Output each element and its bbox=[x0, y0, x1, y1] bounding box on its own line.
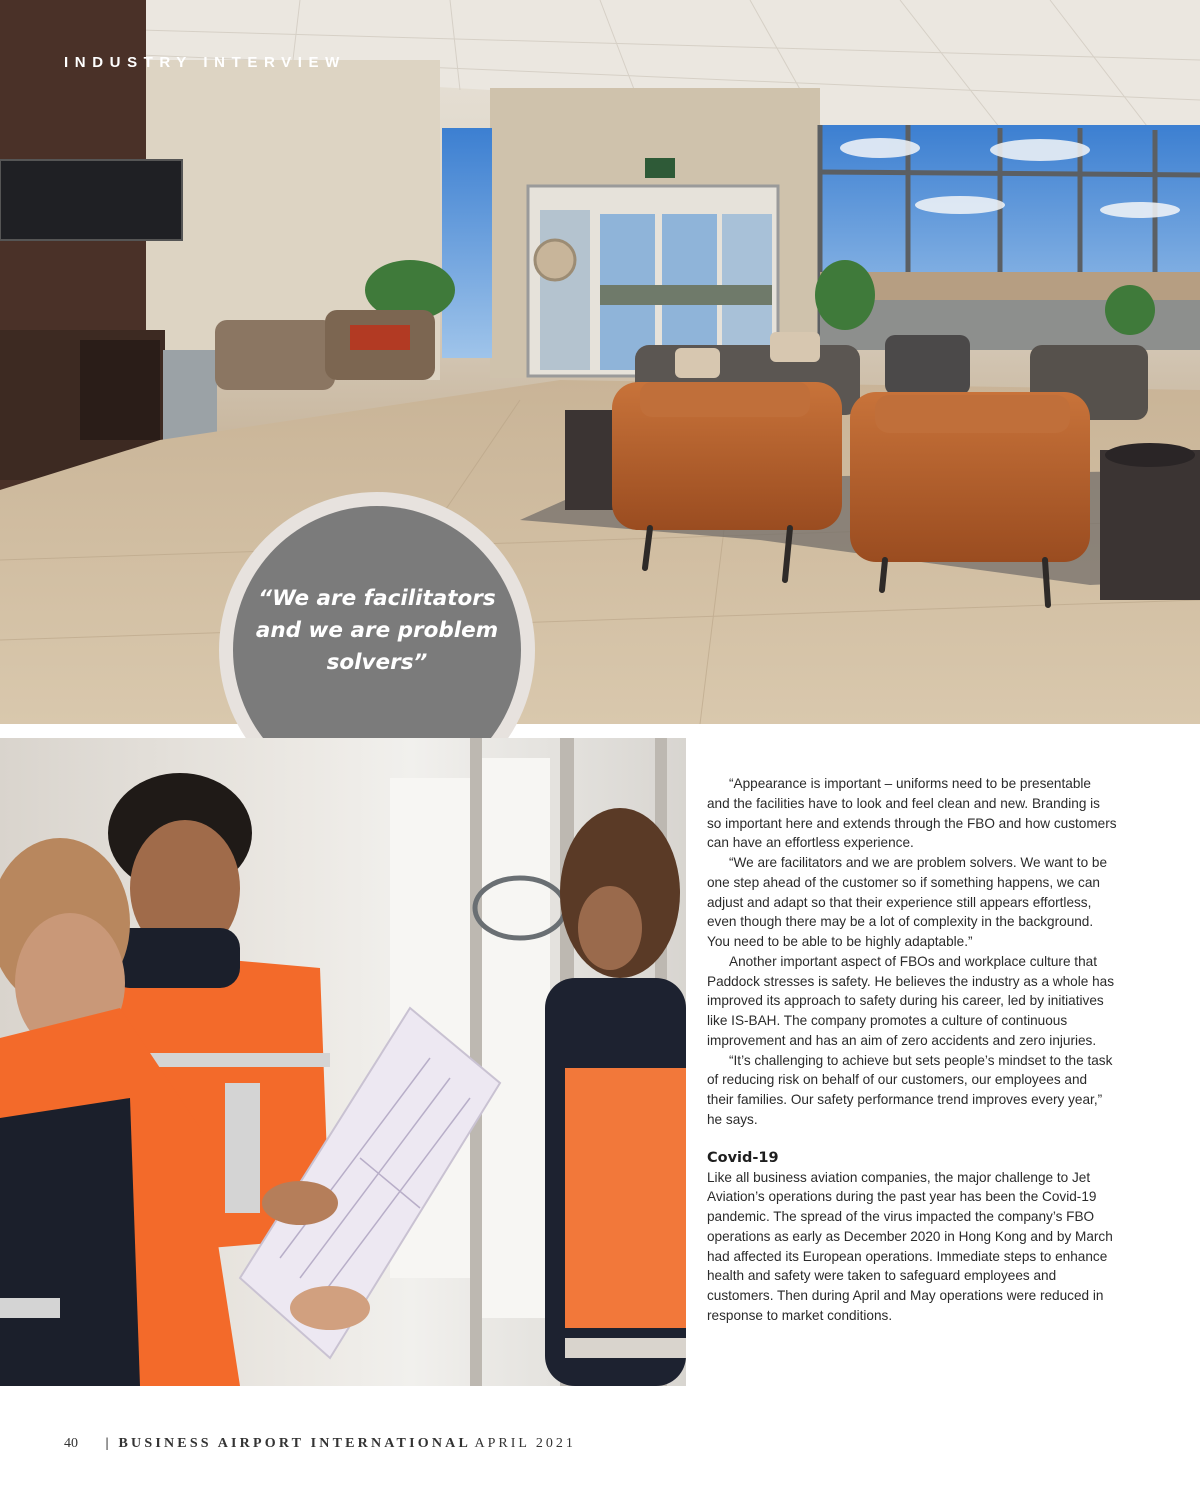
pull-quote-line: solvers” bbox=[326, 650, 428, 675]
article-body bbox=[707, 774, 1117, 1326]
issue-date: APRIL 2021 bbox=[474, 1436, 576, 1451]
article-paragraph: “It’s challenging to achieve but sets people’s mindset to the task of reducing risk on behalf of our customers, our employees and their families. Our safety performance trend improves every year,” he says. bbox=[707, 1052, 1113, 1127]
pull-quote-line: “We are facilitators bbox=[258, 586, 496, 611]
article-paragraph: “We are facilitators and we are problem solvers. We want to be one step ahead of the customer so if something happens, we can adjust and adapt so that their experience still appears effortless, even though there may be a lot of complexity in the background. You need to be able to be highly adaptable.” bbox=[707, 855, 1108, 949]
pull-quote-line: and we are problem bbox=[255, 618, 499, 643]
workers-illustration bbox=[0, 738, 686, 1386]
page-footer bbox=[64, 1436, 576, 1452]
article-paragraph: “Appearance is important – uniforms need to be presentable and the facilities have to look and feel clean and new. Branding is so important here and extends through the FBO and how customers can have an effortless experience. bbox=[707, 776, 1117, 851]
pull-quote bbox=[247, 583, 507, 679]
publication-name: | BUSINESS AIRPORT INTERNATIONAL bbox=[105, 1436, 471, 1451]
lobby-illustration bbox=[0, 0, 1200, 724]
workers-photo bbox=[0, 738, 686, 1386]
article-paragraph: Like all business aviation companies, the major challenge to Jet Aviation’s operations during the past year has been the Covid-19 pandemic. The spread of the virus impacted the company’s FBO operations as early as December 2020 in Hong Kong and by March had affected its European operations. Immediate steps to enhance health and safety were taken to safeguard employees and customers. Then during April and May operations were reduced in response to market conditions. bbox=[707, 1169, 1113, 1323]
section-subheading: Covid-19 bbox=[707, 1149, 779, 1166]
page-number: 40 bbox=[64, 1436, 78, 1451]
article-paragraph: Another important aspect of FBOs and workplace culture that Paddock stresses is safety. He believes the industry as a whole has improved its approach to safety during his career, led by initiatives like IS-BAH. The company promotes a culture of continuous improvement and has an aim of zero accidents and zero injuries. bbox=[707, 953, 1115, 1048]
lobby-photo bbox=[0, 0, 1200, 724]
section-label: INDUSTRY INTERVIEW bbox=[64, 54, 346, 71]
